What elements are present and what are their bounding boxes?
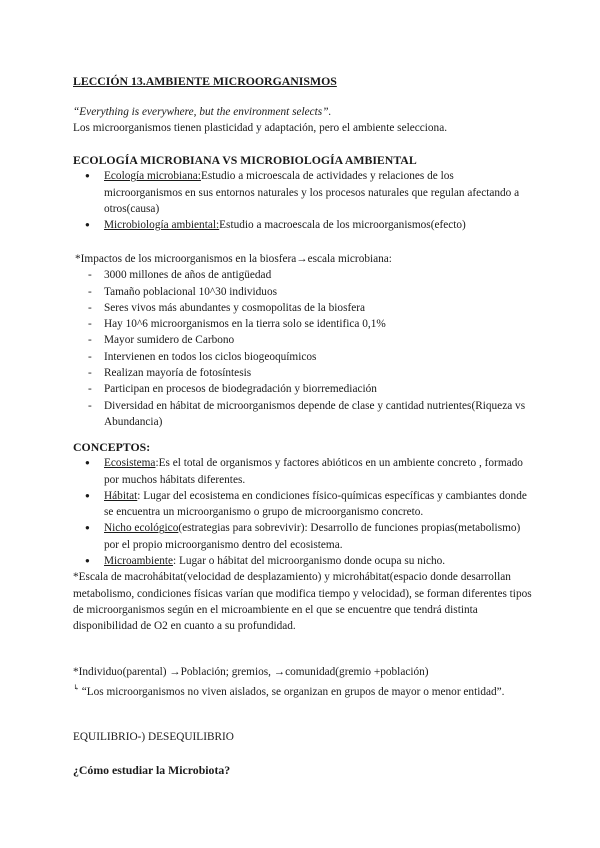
list-item — [85, 488, 533, 521]
section-heading: CONCEPTOS: — [73, 440, 151, 454]
term: Ecosistema — [104, 457, 156, 470]
term: Ecología microbiana: — [104, 170, 201, 183]
definition: Estudio a macroescala de los microorganismos(efecto) — [219, 219, 466, 232]
section-heading-microbiota: ¿Cómo estudiar la Microbiota? — [73, 763, 231, 777]
dash-list — [73, 267, 533, 430]
note-paragraph: *Escala de macrohábitat(velocidad de desplazamiento) y microhábitat(espacio donde desarrollan metabolismo, condiciones físicas varían que modifica tiempo y velocidad), se forman diferentes tipos de microorganismos según en el microambiente en el que se encuentre que tendrá distinta disponibilidad de O2 en cuanto a su profundidad. — [73, 571, 532, 633]
section-ecologia — [73, 152, 533, 233]
list-item — [85, 217, 533, 233]
list-item: - Hay 10^6 microorganismos en la tierra solo se identifica 0,1% — [85, 316, 533, 332]
term: Microbiología ambiental: — [104, 219, 220, 232]
section-heading: ECOLOGÍA MICROBIANA VS MICROBIOLOGÍA AMBIENTAL — [73, 153, 417, 167]
quote-text: “Los microorganismos no viven aislados, se organizan en grupos de mayor o menor entidad”. — [81, 686, 505, 699]
list-item: - 3000 millones de años de antigüedad — [85, 267, 533, 283]
list-item: - Seres vivos más abundantes y cosmopolitas de la biosfera — [85, 300, 533, 316]
list-item: - Diversidad en hábitat de microorganismos depende de clase y cantidad nutrientes(Riqueza vs Abundancia) — [85, 398, 533, 431]
list-item: - Mayor sumidero de Carbono — [85, 332, 533, 348]
equilibrio-line: EQUILIBRIO-) DESEQUILIBRIO — [73, 731, 234, 743]
hierarchy-line: *Individuo(parental) →Población; gremios, →comunidad(gremio +población) — [73, 666, 429, 678]
term: Hábitat — [104, 489, 138, 502]
return-arrow-icon: ↳ — [73, 683, 80, 693]
definition: (estrategias para sobrevivir): Desarrollo de funciones propias(metabolismo) por el propio microorganismo dentro del ecosistema. — [104, 522, 521, 551]
intro-quote: “Everything is everywhere, but the environment selects”. — [73, 106, 332, 118]
list-item — [85, 455, 533, 488]
definition: : Lugar o hábitat del microorganismo donde ocupa su nicho. — [173, 555, 446, 568]
section-impactos — [73, 251, 533, 430]
intro — [73, 104, 533, 137]
intro-text: Los microorganismos tienen plasticidad y adaptación, pero el ambiente selecciona. — [73, 122, 448, 135]
section-heading: *Impactos de los microorganismos en la biosfera→escala microbiana: — [75, 253, 392, 265]
list-item: - Intervienen en todos los ciclos biogeoquímicos — [85, 349, 533, 365]
list-item — [85, 520, 533, 553]
bullet-list — [73, 168, 533, 233]
definition: :Es el total de organismos y factores abióticos en un ambiente concreto , formado por muchos hábitats diferentes. — [104, 457, 523, 486]
definition: Estudio a microescala de actividades y relaciones de los microorganismos en sus entornos naturales y los procesos naturales que regulan afectando a otros(causa) — [104, 170, 520, 215]
term: Nicho ecológico — [104, 522, 179, 535]
section-conceptos — [73, 439, 533, 635]
definition: : Lugar del ecosistema en condiciones físico-químicas específicas y cambiantes donde se encuentra un microorganismo o grupo de microorganismo concreto. — [104, 489, 527, 519]
term: Microambiente — [104, 555, 174, 568]
list-item: - Tamaño poblacional 10^30 individuos — [85, 284, 533, 300]
list-item: - Realizan mayoría de fotosíntesis — [85, 365, 533, 381]
list-item — [85, 168, 533, 217]
quote-line — [73, 680, 533, 700]
page-title: LECCIÓN 13.AMBIENTE MICROORGANISMOS — [73, 74, 337, 88]
list-item: - Participan en procesos de biodegradación y biorremediación — [85, 381, 533, 397]
bullet-list — [73, 455, 533, 569]
list-item — [85, 553, 533, 569]
section-individuo — [73, 664, 533, 700]
